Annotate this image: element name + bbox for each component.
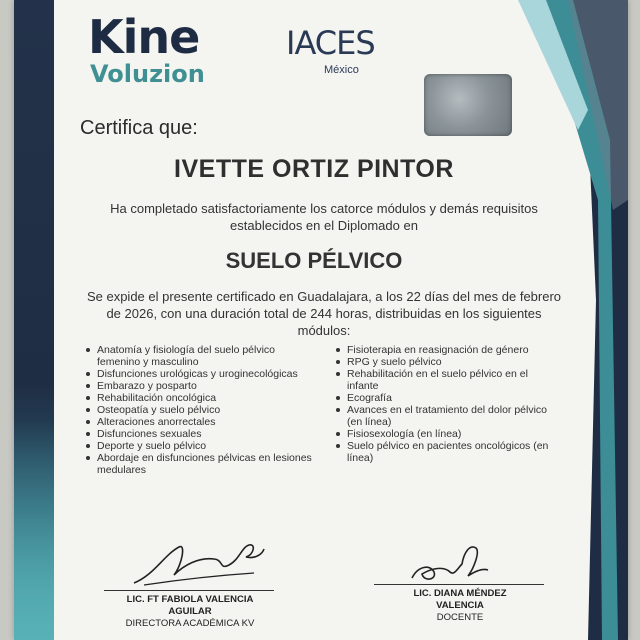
logo-mexico-text: México [324,64,359,76]
signature-2-line [374,584,544,585]
module-item: Deporte y suelo pélvico [84,440,312,452]
module-item: Osteopatía y suelo pélvico [84,404,312,416]
module-item: Fisioterapia en reasignación de género [334,344,559,356]
module-item: Embarazo y posparto [84,380,312,392]
signature-2-scribble [404,538,504,588]
course-title: SUELO PÉLVICO [225,248,403,273]
signer-2-role: DOCENTE [436,612,484,623]
certifies-intro: Certifica que: [80,117,198,139]
signer-1-name-line1: LIC. FT FABIOLA VALENCIA [126,594,254,605]
signer-1-name-line2: AGUILAR [168,606,212,617]
left-teal-accent [14,420,54,640]
completion-statement: Ha completado satisfactoriamente los catorce módulos y demás requisitos establecidos en el Diplomado en [110,201,538,233]
recipient-name: IVETTE ORTIZ PINTOR [174,155,454,183]
modules-list-right [334,344,559,464]
module-item: Rehabilitación oncológica [84,392,312,404]
logo-iaces-text: IACES [286,24,375,62]
kine-voluzion-logo [88,10,205,88]
signature-2-block [370,588,550,624]
module-item: Abordaje en disfunciones pélvicas en lesiones medulares [84,452,312,476]
signer-2-name-line1: LIC. DIANA MÉNDEZ [413,588,507,599]
module-item: Anatomía y fisiología del suelo pélvico femenino y masculino [84,344,312,368]
signer-2-name-line2: VALENCIA [436,600,484,611]
issue-statement: Se expide el presente certificado en Guadalajara, a los 22 días del mes de febrero de 2026, con una duración total de 244 horas, distribuidas en los siguientes módulos: [86,289,562,338]
module-item: Rehabilitación en el suelo pélvico en el infante [334,368,559,392]
module-item: Suelo pélvico en pacientes oncológicos (en línea) [334,440,559,464]
signature-1-line [104,590,274,591]
modules-list-left [84,344,312,476]
module-item: RPG y suelo pélvico [334,356,559,368]
certificate-page [14,0,628,640]
logo-kine-text: Kine [88,10,200,64]
module-item: Disfunciones sexuales [84,428,312,440]
signature-1-scribble [124,535,274,590]
hologram-seal [424,74,512,136]
module-item: Ecografía [334,392,559,404]
module-item: Alteraciones anorrectales [84,416,312,428]
signer-1-role: DIRECTORA ACADÉMICA KV [125,618,255,629]
module-item: Avances en el tratamiento del dolor pélvico (en línea) [334,404,559,428]
iaces-mexico-logo [286,24,406,84]
logo-voluzion-text: Voluzion [90,60,205,88]
module-item: Disfunciones urológicas y uroginecológicas [84,368,312,380]
module-item: Fisiosexología (en línea) [334,428,559,440]
signature-1-block [100,594,280,630]
